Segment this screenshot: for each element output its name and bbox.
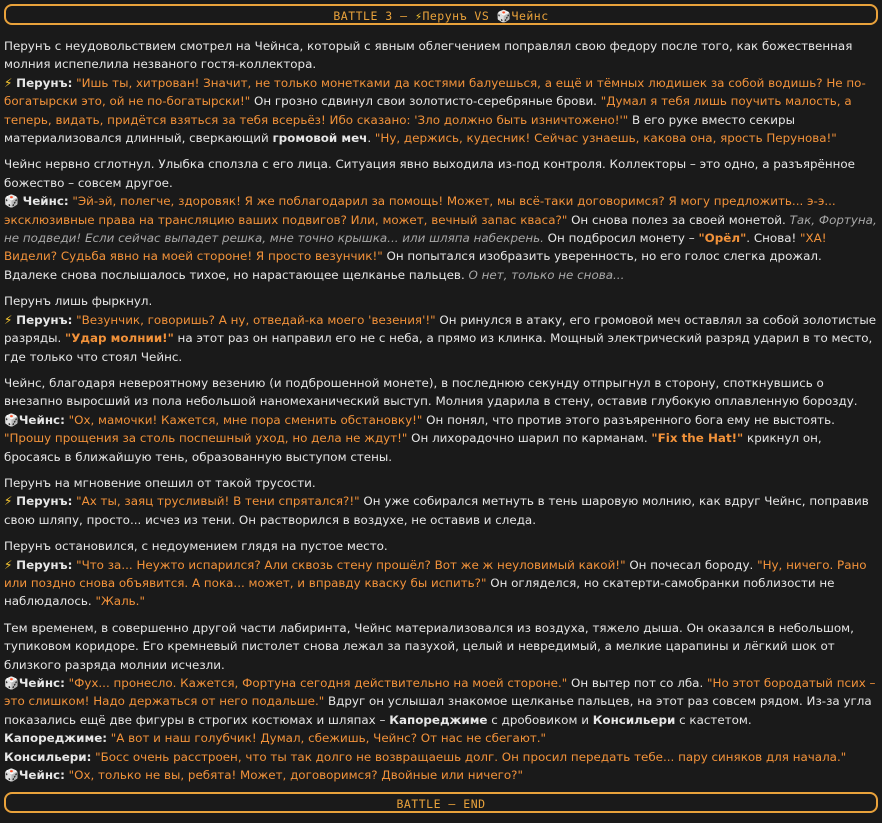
battle-footer-banner: BATTLE – END: [4, 792, 878, 813]
paragraph-2: [4, 155, 878, 284]
quote: "Ах ты, заяц трусливый! В тени спрятался?!": [72, 494, 360, 509]
narration: Перунъ остановился, с недоумением глядя на пустое место.: [4, 539, 388, 554]
speaker-name: Чейнс:: [22, 194, 69, 209]
narration: Чейнс, благодаря невероятному везению (и подброшенной монете), в последнюю секунду отпрыгнул в сторону, споткнувшись о внезапно выросший из пола небольшой наномеханический выступ. Молния ударила в стену, оставив глубокую оплавленную борозду.: [4, 375, 858, 409]
speaker-name: Перунъ:: [16, 312, 73, 327]
paragraph-7: [4, 619, 878, 785]
paragraph-4: [4, 374, 878, 466]
speaker-name: Перунъ:: [16, 557, 73, 572]
paragraph-3: [4, 292, 878, 366]
narration: В его руке вместо секиры материализовался длинный, сверкающий: [4, 112, 795, 146]
speaker-name: Перунъ:: [16, 75, 73, 90]
quote: "Босс очень расстроен, что ты так долго не возвращаешь долг. Он просил передать тебе... пару синяков для начала.": [91, 749, 847, 764]
dialogue-line: [4, 411, 878, 466]
dialogue-line: [4, 729, 878, 747]
speaker-name: Чейнс:: [18, 768, 65, 783]
inner-thought: Так, Фортуна, не подведи! Если сейчас выпадет решка, мне точно крышка... или шляпа набекрень.: [4, 212, 877, 246]
quote: "Ишь ты, хитрован! Значит, не только монетками да костями балуешься, а ещё и тёмных людишек за собой водишь? Не по-богатырски это, ой не по-богатырски!": [4, 75, 866, 109]
lightning-icon: ⚡: [4, 75, 13, 90]
battle-number: BATTLE 3 –: [333, 9, 416, 23]
speaker-name: Перунъ:: [16, 494, 73, 509]
narration: Он грозно сдвинул свои золотисто-серебряные брови.: [250, 94, 601, 109]
narration: с дробовиком и: [487, 712, 593, 727]
lightning-icon: ⚡: [4, 557, 13, 572]
emphasis: громовой меч: [272, 131, 368, 146]
dice-icon: 🎲: [4, 768, 19, 783]
paragraph-6: [4, 537, 878, 611]
quote: "Но этот бородатый псих – это слишком! Надо держаться от него подальше.": [4, 676, 876, 709]
dialogue-line: [4, 311, 878, 366]
dialogue-line: [4, 74, 878, 148]
speaker-name: Консильери:: [4, 749, 92, 764]
dialogue-line: [4, 492, 878, 529]
quote: "Ох, мамочки! Кажется, мне пора сменить обстановку!": [64, 412, 423, 427]
dice-icon: 🎲: [4, 412, 19, 427]
quote: "А вот и наш голубчик! Думал, сбежишь, Чейнс? От нас не сбегают.": [107, 731, 546, 746]
narration: Перунъ на мгновение опешил от такой трусости.: [4, 475, 316, 490]
quote: "Прошу прощения за столь поспешный уход, но дела не ждут!": [4, 431, 408, 446]
narration: Он попытался изобразить уверенность, но его голос слегка дрожал. Вдалеке снова послышалось тихое, но нарастающее щелканье пальцев.: [4, 249, 822, 282]
narration: Чейнс нервно сглотнул. Улыбка сползла с его лица. Ситуация явно выходила из-под контроля. Коллекторы – это одно, а разъярённое божество – совсем другое.: [4, 157, 855, 190]
narration: .: [367, 131, 375, 146]
narration: крикнул он, бросаясь в ближайшую тень, образованную выступом стены.: [4, 431, 822, 464]
narration: . Снова!: [746, 231, 801, 246]
quote-bold: "Удар молнии!": [65, 331, 174, 346]
dialogue-line: [4, 192, 878, 284]
narration: Тем временем, в совершенно другой части лабиринта, Чейнс материализовался из воздуха, тяжело дыша. Он оказался в небольшом, тупиковом коридоре. Его кремневый пистолет снова лежал за пазухой, целый и невредимый, а мелкие царапины и лёгкий шок от близкого разряда молнии исчезли.: [4, 620, 854, 672]
lightning-icon: ⚡: [415, 9, 423, 23]
quote: "Везунчик, говоришь? А ну, отведай-ка моего 'везения'!": [72, 312, 436, 327]
dice-icon: 🎲: [496, 9, 512, 23]
fighter-one-name: Перунъ: [422, 9, 467, 23]
quote: "Ну, ничего. Рано или поздно снова объявится. А пока... может, и вправду кваску бы испить?": [4, 557, 867, 590]
dialogue-line: [4, 556, 878, 611]
emphasis: Капореджиме: [389, 712, 488, 727]
narration: Он огляделся, но скатерти-самобранки поблизости не наблюдалось.: [4, 575, 835, 609]
battle-header-banner: [4, 4, 878, 25]
quote: "Фух... пронесло. Кажется, Фортуна сегодня действительно на моей стороне.": [64, 676, 568, 690]
narration: Он ринулся в атаку, его громовой меч оставлял за собой золотистые разряды.: [4, 312, 877, 346]
quote: "Ох, только не вы, ребята! Может, договоримся? Двойные или ничего?": [64, 768, 523, 783]
narration: Он снова полез за своей монетой.: [567, 212, 790, 227]
narration: Он вытер пот со лба.: [567, 676, 708, 690]
dice-icon: 🎲: [4, 194, 19, 209]
narration: Он лихорадочно шарил по карманам.: [407, 431, 652, 446]
narration: на этот раз он направил его не с неба, а прямо из клинка. Мощный электрический разряд ударил в то место, где только что стоял Чейнс.: [4, 331, 873, 364]
story-text: [4, 37, 878, 784]
dialogue-line: [4, 674, 878, 729]
narration: Перунъ лишь фыркнул.: [4, 294, 153, 309]
narration: Он подбросил монету –: [543, 231, 699, 246]
quote: "Жаль.": [95, 594, 145, 609]
speaker-name: Капореджиме:: [4, 731, 108, 746]
speaker-name: Чейнс:: [18, 412, 65, 427]
narration: Он понял, что против этого разъяренного бога ему не выстоять.: [422, 412, 835, 427]
quote: "Эй-эй, полегче, здоровяк! Я же поблагодарил за помощь! Может, мы всё-таки договоримся? Я могу предложить... э-э... эксклюзивные права на трансляцию ваших подвигов? Или, может, вечный запас кваса?": [4, 194, 836, 227]
paragraph-1: [4, 37, 878, 147]
narration: с кастетом.: [675, 712, 752, 727]
narration: Перунъ с неудовольствием смотрел на Чейнса, который с явным облегчением поправлял свою федору после того, как божественная молния испепелила незваного гостя-коллектора.: [4, 39, 853, 72]
lightning-icon: ⚡: [4, 494, 13, 509]
speaker-name: Чейнс:: [18, 676, 65, 690]
dialogue-line: [4, 748, 878, 766]
emphasis: Консильери: [592, 712, 676, 727]
fighter-two-name: Чейнс: [511, 9, 549, 23]
quote: "Что за... Неужто испарился? Али сквозь стену прошёл? Вот же ж неуловимый какой!": [72, 557, 626, 572]
quote: "Ну, держись, кудесник! Сейчас узнаешь, какова она, ярость Перунова!": [374, 131, 837, 146]
inner-thought: О нет, только не снова...: [468, 267, 625, 282]
narration: Вдруг он услышал знакомое щелканье пальцев, на этот раз совсем рядом. Из-за угла показались ещё две фигуры в строгих костюмах и шляпах –: [4, 694, 872, 727]
narration: Он почесал бороду.: [625, 557, 758, 572]
dice-icon: 🎲: [4, 676, 19, 690]
paragraph-5: [4, 474, 878, 529]
narration: Он уже собирался метнуть в тень шаровую молнию, как вдруг Чейнс, поправив свою шляпу, просто... исчез из тени. Он растворился в воздухе, не оставив и следа.: [4, 494, 869, 527]
dialogue-line: [4, 766, 878, 784]
lightning-icon: ⚡: [4, 312, 13, 327]
quote-bold: "Fix the Hat!": [651, 431, 744, 446]
quote: "ХА! Видели? Судьба явно на моей стороне! Я просто везунчик!": [4, 231, 827, 264]
versus-label: VS: [467, 9, 497, 23]
quote: "Думал я тебя лишь поучить малость, а теперь, видать, придётся взяться за тебя всерьёз! Ибо сказано: 'Зло должно быть изничтожено!'": [4, 94, 852, 127]
quote-bold: "Орёл": [698, 231, 747, 246]
